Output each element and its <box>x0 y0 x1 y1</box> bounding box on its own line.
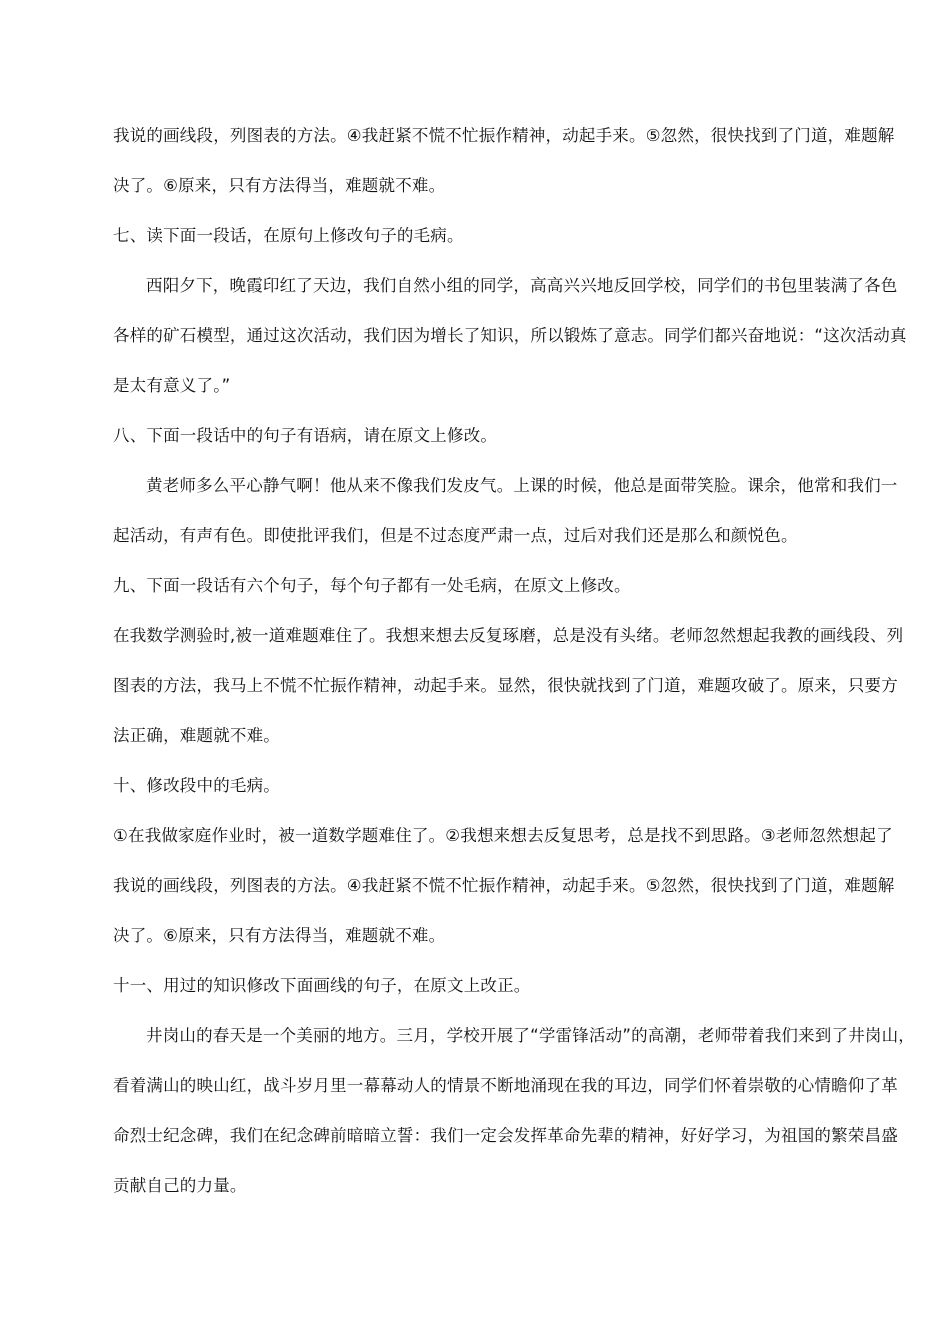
section-heading-8: 八、下面一段话中的句子有语病，请在原文上修改。 <box>113 426 498 445</box>
text-line: 各样的矿石模型，通过这次活动，我们因为增长了知识，所以锻炼了意志。同学们都兴奋地说：“这次活动真 <box>113 326 907 345</box>
text-line: ①在我做家庭作业时，被一道数学题难住了。②我想来想去反复思考，总是找不到思路。③老师忽然想起了 <box>113 826 893 845</box>
text-line: 西阳夕下，晚霞印红了天边，我们自然小组的同学，高高兴兴地反回学校，同学们的书包里装满了各色 <box>146 276 898 295</box>
section-heading-9: 九、下面一段话有六个句子，每个句子都有一处毛病，在原文上修改。 <box>113 576 631 595</box>
text-line: 法正确，难题就不难。 <box>113 726 280 745</box>
text-line: 命烈士纪念碑，我们在纪念碑前暗暗立誓：我们一定会发挥革命先辈的精神，好好学习，为祖国的繁荣昌盛 <box>113 1126 898 1145</box>
text-line: 图表的方法，我马上不慌不忙振作精神，动起手来。显然，很快就找到了门道，难题攻破了。原来，只要方 <box>113 676 898 695</box>
text-line: 我说的画线段，列图表的方法。④我赶紧不慌不忙振作精神，动起手来。⑤忽然，很快找到了门道，难题解 <box>113 126 895 145</box>
text-line: 我说的画线段，列图表的方法。④我赶紧不慌不忙振作精神，动起手来。⑤忽然，很快找到了门道，难题解 <box>113 876 895 895</box>
text-line: 在我数学测验时,被一道难题难住了。我想来想去反复琢磨，总是没有头绪。老师忽然想起我教的画线段、列 <box>113 626 904 645</box>
text-line: 黄老师多么平心静气啊！他从来不像我们发皮气。上课的时候，他总是面带笑脸。课余，他常和我们一 <box>146 476 898 495</box>
text-line: 起活动，有声有色。即使批评我们，但是不过态度严肃一点，过后对我们还是那么和颜悦色。 <box>113 526 798 545</box>
text-line: 贡献自己的力量。 <box>113 1176 247 1195</box>
text-line: 决了。⑥原来，只有方法得当，难题就不难。 <box>113 176 446 195</box>
section-heading-7: 七、读下面一段话，在原句上修改句子的毛病。 <box>113 226 464 245</box>
section-heading-10: 十、修改段中的毛病。 <box>113 776 280 795</box>
text-line: 井岗山的春天是一个美丽的地方。三月，学校开展了“学雷锋活动”的高潮，老师带着我们来到了井岗山， <box>146 1026 915 1045</box>
section-heading-11: 十一、用过的知识修改下面画线的句子，在原文上改正。 <box>113 976 531 995</box>
document-page <box>113 118 913 1218</box>
text-line: 决了。⑥原来，只有方法得当，难题就不难。 <box>113 926 446 945</box>
text-line: 是太有意义了。” <box>113 376 231 395</box>
text-line: 看着满山的映山红，战斗岁月里一幕幕动人的情景不断地涌现在我的耳边，同学们怀着崇敬的心情瞻仰了革 <box>113 1076 898 1095</box>
